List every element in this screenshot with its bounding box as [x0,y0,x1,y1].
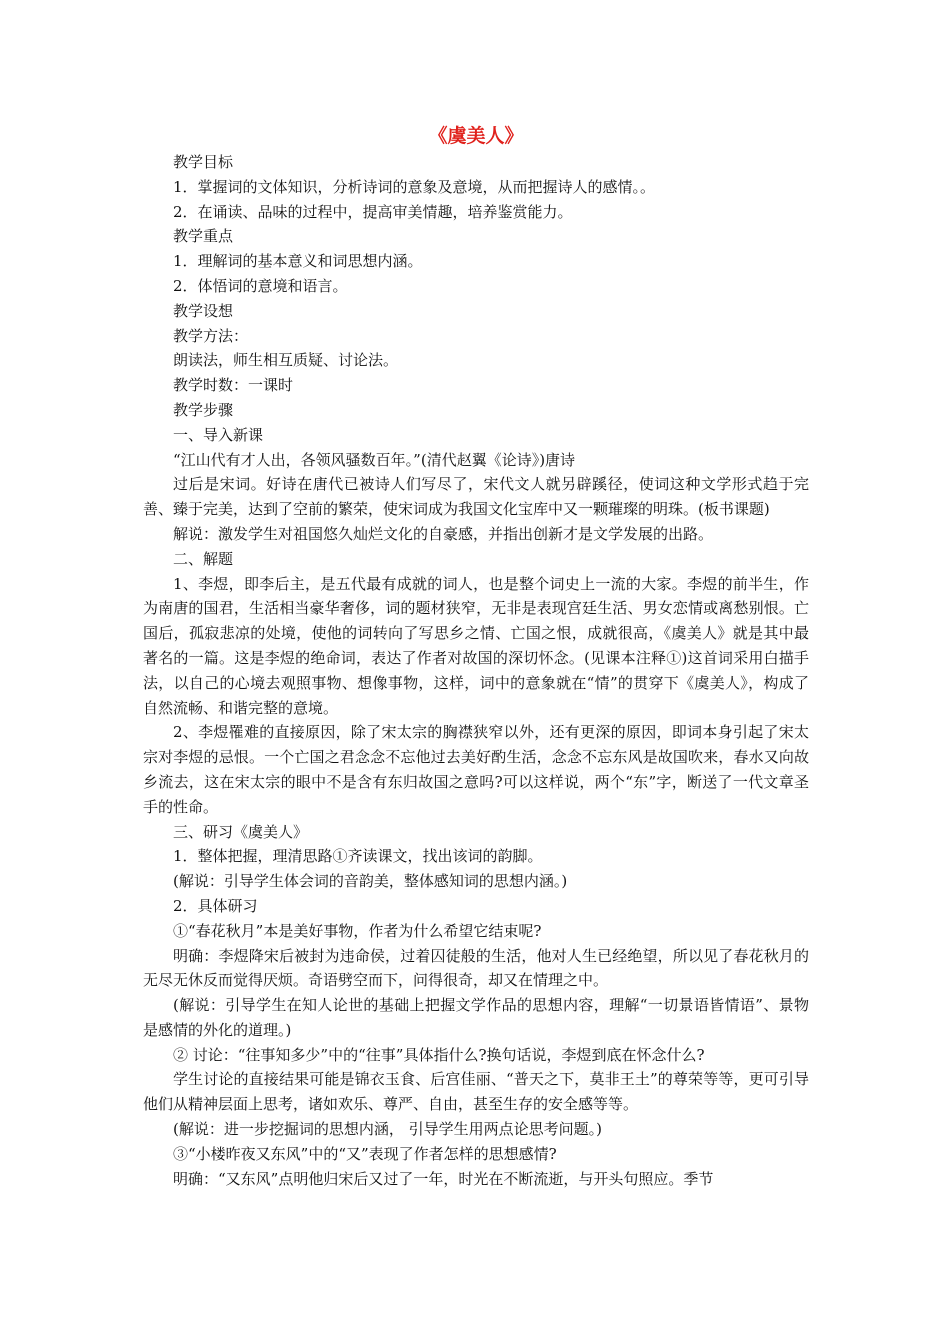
question-3: ③“小楼昨夜又东风”中的“又”表现了作者怎样的思想感情? [173,1144,557,1163]
heading-key-points: 教学重点 [173,227,234,246]
methods-text: 朗读法，师生相互质疑、讨论法。 [173,351,399,370]
class-hours: 教学时数：一课时 [173,376,294,395]
key-point-2: 2．体悟词的意境和语言。 [173,276,348,295]
answer-3: 明确：“又东风”点明他归宋后又过了一年，时光在不断流逝，与开头句照应。季节 [173,1169,714,1188]
heading-steps: 教学步骤 [173,400,234,419]
title-paragraph-1: 1、李煜，即李后主，是五代最有成就的词人，也是整个词史上一流的大家。李煜的前半生，作为南唐的国君，生活相当豪华奢侈，词的题材狭窄，无非是表现宫廷生活、男女恋情或离愁别恨。亡国后，孤寂悲凉的处境，使他的词转向了写思乡之情、亡国之恨，成就很高，《虞美人》就是其中最著名的一篇。这是李煜的绝命词，表达了作者对故国的深切怀念。(见课本注释①)这首词采用白描手法，以自己的心境去观照事物、想像事物，这样，词中的意象就在“情”的贯穿下《虞美人》，构成了自然流畅、和谐完整的意境。 [143,574,809,717]
explanation-1: (解说：引导学生在知人论世的基础上把握文学作品的思想内容，理解“一切景语皆情语”、景物是感情的外化的道理。) [143,996,809,1039]
intro-quote: “江山代有才人出，各领风骚数百年。”(清代赵翼《论诗》)唐诗 [173,450,576,469]
section-title-heading: 二、解题 [173,549,234,568]
objective-1: 1．掌握词的文体知识，分析诗词的意象及意境，从而把握诗人的感情。。 [173,177,656,196]
explanation-2: (解说：进一步挖掘词的思想内涵， 引导学生用两点论思考问题。) [173,1120,602,1139]
intro-paragraph: 过后是宋词。好诗在唐代已被诗人们写尽了，宋代文人就另辟蹊径，使词这种文学形式趋于完善、臻于完美，达到了空前的繁荣，使宋词成为我国文化宝库中又一颗璀璨的明珠。(板书课题) [143,475,809,519]
study-step-1: 1．整体把握，理清思路①齐读课文，找出该词的韵脚。 [173,847,543,866]
answer-2: 学生讨论的直接结果可能是锦衣玉食、后宫佳丽、“普天之下，莫非王土”的尊荣等等，更可引导他们从精神层面上思考，诸如欢乐、尊严、自由，甚至生存的安全感等等。 [143,1070,809,1114]
section-intro-heading: 一、导入新课 [173,425,264,444]
title-paragraph-2: 2、李煜罹难的直接原因，除了宋太宗的胸襟狭窄以外，还有更深的原因，即词本身引起了宋太宗对李煜的忌恨。一个亡国之君念念不忘他过去美好酌生活，念念不忘东风是故国吹来，春水又向故乡流去，这在宋太宗的眼中不是含有东归故国之意吗?可以这样说，两个“东”字，断送了一代文章圣手的性命。 [143,723,809,816]
key-point-1: 1．理解词的基本意义和词思想内涵。 [173,252,423,271]
study-step-2: 2．具体研习 [173,896,258,915]
document-page [143,122,809,1191]
heading-design: 教学设想 [173,301,234,320]
document-title: 《虞美人》 [428,125,524,147]
question-2: ② 讨论：“往事知多少”中的“往事”具体指什么?换句话说，李煜到底在怀念什么? [173,1045,705,1064]
study-step-1-explanation: (解说：引导学生体会词的音韵美，整体感知词的思想内涵。) [173,872,568,891]
objective-2: 2．在诵读、品味的过程中，提高审美情趣，培养鉴赏能力。 [173,202,573,221]
section-study-heading: 三、研习《虞美人》 [173,822,309,841]
question-1: ①“春花秋月”本是美好事物，作者为什么希望它结束呢? [173,921,542,940]
intro-explanation: 解说：激发学生对祖国悠久灿烂文化的自豪感，并指出创新才是文学发展的出路。 [173,524,714,543]
heading-objectives: 教学目标 [173,153,234,171]
heading-methods: 教学方法： [173,326,249,345]
answer-1: 明确：李煜降宋后被封为违命侯，过着囚徒般的生活，他对人生已经绝望，所以见了春花秋月的无尽无休反而觉得厌烦。奇语劈空而下，问得很奇，却又在情理之中。 [143,946,809,990]
